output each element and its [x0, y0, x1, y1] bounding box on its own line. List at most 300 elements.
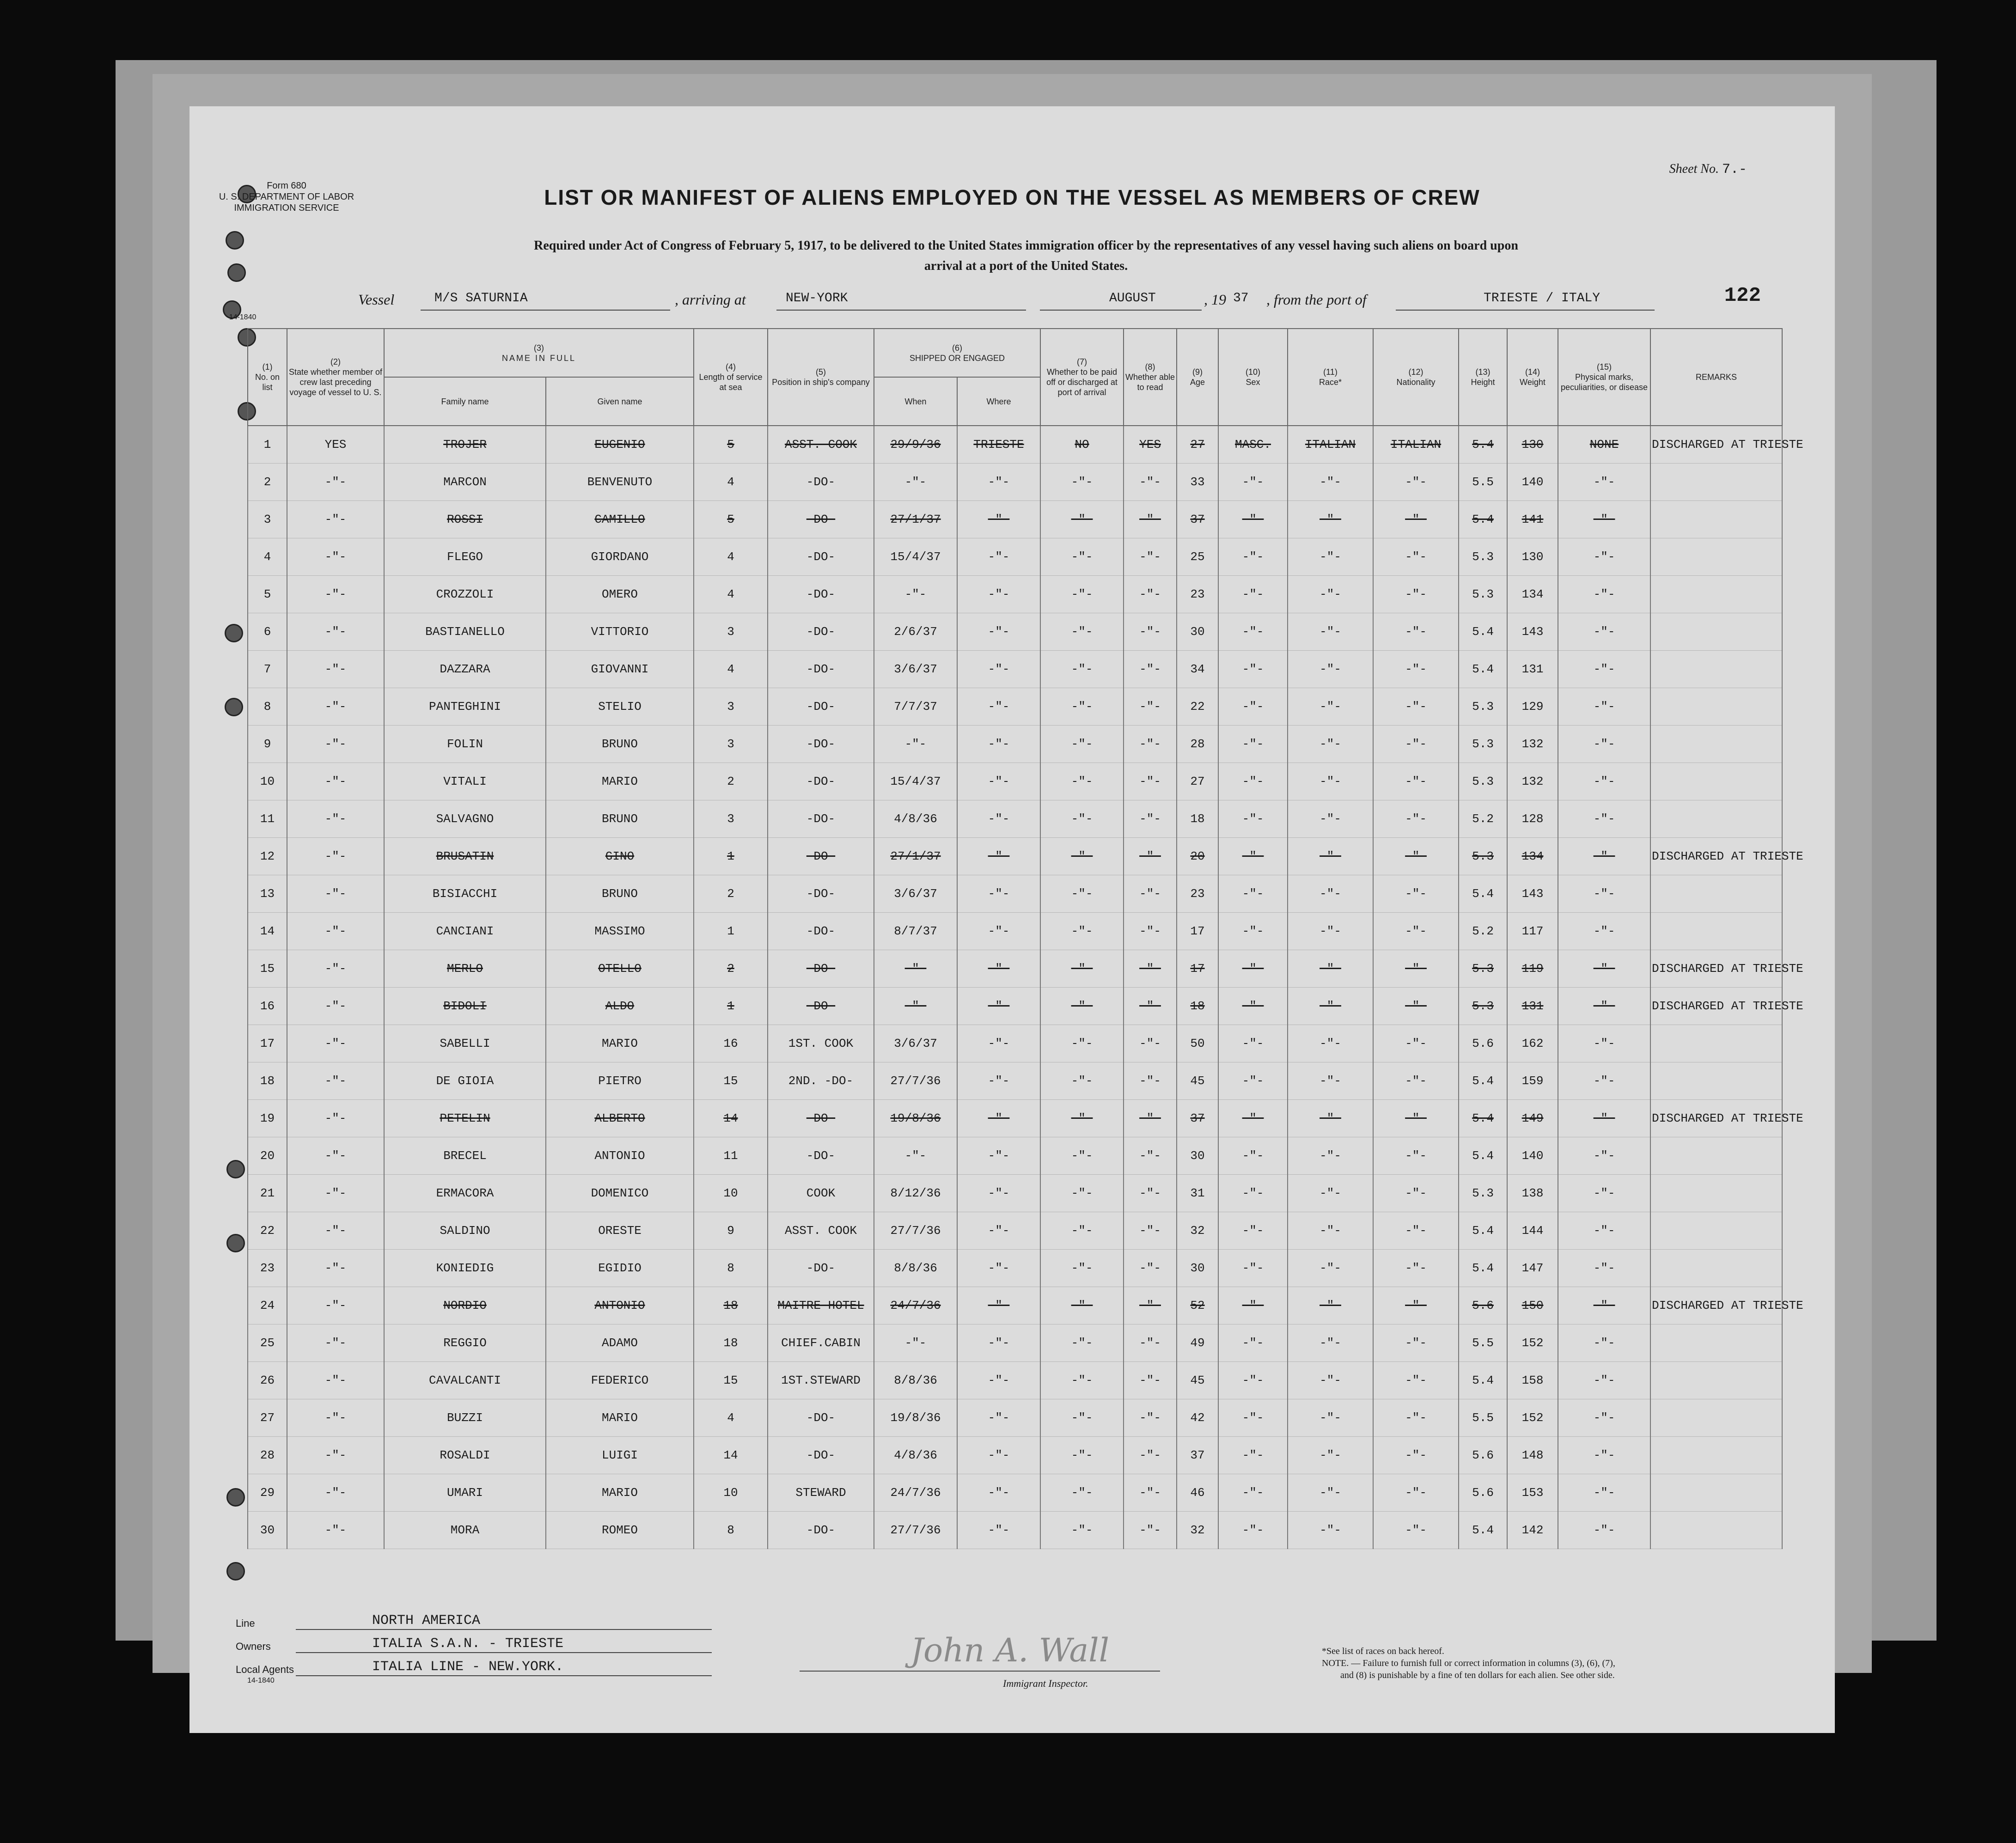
- able-to-read-cell: -"-: [1124, 1399, 1177, 1437]
- position-cell: -DO-: [768, 1399, 874, 1437]
- age-cell: 23: [1177, 576, 1218, 613]
- weight-cell: 128: [1507, 800, 1558, 838]
- race-cell: -"-: [1288, 800, 1373, 838]
- able-to-read-cell: -"-: [1124, 1250, 1177, 1287]
- table-row: [248, 1512, 1782, 1549]
- height-cell: 5.3: [1459, 538, 1507, 576]
- physical-marks-cell: -"-: [1558, 1062, 1650, 1100]
- weight-cell: 130: [1507, 538, 1558, 576]
- previous-voyage-cell: -"-: [287, 1250, 384, 1287]
- family-name-cell: SABELLI: [384, 1025, 546, 1062]
- given-name-cell: BENVENUTO: [546, 464, 694, 501]
- height-cell: 5.6: [1459, 1437, 1507, 1474]
- table-row: [248, 651, 1782, 688]
- departure-port: TRIESTE / ITALY: [1484, 291, 1601, 305]
- race-cell: -"-: [1288, 1287, 1373, 1324]
- row-number-cell: 3: [248, 501, 287, 538]
- nationality-cell: -"-: [1373, 1137, 1459, 1175]
- weight-cell: 140: [1507, 464, 1558, 501]
- able-to-read-cell: -"-: [1124, 1362, 1177, 1399]
- service-length-cell: 3: [694, 613, 768, 651]
- col-header-read: (8) Whether able to read: [1124, 329, 1177, 426]
- given-name-cell: ANTONIO: [546, 1287, 694, 1324]
- shipped-when-cell: 27/7/36: [874, 1062, 957, 1100]
- position-cell: -DO-: [768, 688, 874, 726]
- physical-marks-cell: -"-: [1558, 464, 1650, 501]
- table-row: [248, 1100, 1782, 1137]
- paid-off-cell: -"-: [1040, 1399, 1124, 1437]
- position-cell: -DO-: [768, 1512, 874, 1549]
- remarks-cell: DISCHARGED AT TRIESTE: [1650, 1100, 1782, 1137]
- family-name-cell: UMARI: [384, 1474, 546, 1512]
- physical-marks-cell: -"-: [1558, 950, 1650, 988]
- family-name-cell: BUZZI: [384, 1399, 546, 1437]
- vessel-name: M/S SATURNIA: [434, 291, 528, 305]
- physical-marks-cell: -"-: [1558, 1025, 1650, 1062]
- able-to-read-cell: -"-: [1124, 988, 1177, 1025]
- shipped-where-cell: -"-: [957, 1512, 1040, 1549]
- table-row: [248, 1212, 1782, 1250]
- able-to-read-cell: -"-: [1124, 1437, 1177, 1474]
- previous-voyage-cell: -"-: [287, 688, 384, 726]
- given-name-cell: ALDO: [546, 988, 694, 1025]
- row-number-cell: 26: [248, 1362, 287, 1399]
- race-cell: -"-: [1288, 875, 1373, 913]
- height-cell: 5.5: [1459, 1399, 1507, 1437]
- table-row: [248, 1399, 1782, 1437]
- previous-voyage-cell: -"-: [287, 576, 384, 613]
- able-to-read-cell: -"-: [1124, 464, 1177, 501]
- col-header-service-length: (4) Length of service at sea: [694, 329, 768, 426]
- paid-off-cell: -"-: [1040, 1287, 1124, 1324]
- table-row: [248, 1474, 1782, 1512]
- able-to-read-cell: -"-: [1124, 1137, 1177, 1175]
- weight-cell: 152: [1507, 1399, 1558, 1437]
- service-length-cell: 2: [694, 950, 768, 988]
- previous-voyage-cell: -"-: [287, 1287, 384, 1324]
- age-cell: 32: [1177, 1512, 1218, 1549]
- sex-cell: -"-: [1218, 464, 1288, 501]
- shipped-where-cell: -"-: [957, 1324, 1040, 1362]
- sex-cell: -"-: [1218, 1137, 1288, 1175]
- previous-voyage-cell: -"-: [287, 1474, 384, 1512]
- weight-cell: 147: [1507, 1250, 1558, 1287]
- sex-cell: -"-: [1218, 651, 1288, 688]
- previous-voyage-cell: -"-: [287, 613, 384, 651]
- paid-off-cell: -"-: [1040, 1175, 1124, 1212]
- shipped-where-cell: -"-: [957, 1025, 1040, 1062]
- able-to-read-cell: -"-: [1124, 838, 1177, 875]
- previous-voyage-cell: -"-: [287, 988, 384, 1025]
- service-length-cell: 8: [694, 1250, 768, 1287]
- col-header-position: (5) Position in ship's company: [768, 329, 874, 426]
- shipped-where-cell: -"-: [957, 1062, 1040, 1100]
- shipped-where-cell: -"-: [957, 913, 1040, 950]
- remarks-cell: [1650, 1250, 1782, 1287]
- age-cell: 50: [1177, 1025, 1218, 1062]
- table-row: [248, 763, 1782, 800]
- form-number: Form 680: [267, 181, 306, 191]
- shipped-when-cell: 19/8/36: [874, 1399, 957, 1437]
- previous-voyage-cell: -"-: [287, 1212, 384, 1250]
- able-to-read-cell: -"-: [1124, 538, 1177, 576]
- able-to-read-cell: YES: [1124, 426, 1177, 464]
- physical-marks-cell: -"-: [1558, 1437, 1650, 1474]
- shipped-where-cell: -"-: [957, 501, 1040, 538]
- previous-voyage-cell: -"-: [287, 1437, 384, 1474]
- physical-marks-cell: -"-: [1558, 988, 1650, 1025]
- family-name-cell: SALDINO: [384, 1212, 546, 1250]
- position-cell: -DO-: [768, 1250, 874, 1287]
- height-cell: 5.4: [1459, 613, 1507, 651]
- sex-cell: -"-: [1218, 875, 1288, 913]
- remarks-cell: DISCHARGED AT TRIESTE: [1650, 988, 1782, 1025]
- race-cell: -"-: [1288, 1362, 1373, 1399]
- sex-cell: -"-: [1218, 501, 1288, 538]
- height-cell: 5.3: [1459, 726, 1507, 763]
- remarks-cell: [1650, 800, 1782, 838]
- physical-marks-cell: -"-: [1558, 838, 1650, 875]
- shipped-when-cell: 4/8/36: [874, 800, 957, 838]
- family-name-cell: BRECEL: [384, 1137, 546, 1175]
- previous-voyage-cell: -"-: [287, 1062, 384, 1100]
- given-name-cell: MARIO: [546, 763, 694, 800]
- sex-cell: -"-: [1218, 538, 1288, 576]
- service-length-cell: 14: [694, 1437, 768, 1474]
- agents-value: ITALIA LINE - NEW.YORK.: [372, 1659, 564, 1675]
- physical-marks-cell: -"-: [1558, 576, 1650, 613]
- physical-marks-cell: -"-: [1558, 501, 1650, 538]
- paid-off-cell: -"-: [1040, 576, 1124, 613]
- race-cell: -"-: [1288, 1137, 1373, 1175]
- weight-cell: 159: [1507, 1062, 1558, 1100]
- remarks-cell: [1650, 726, 1782, 763]
- nationality-cell: -"-: [1373, 613, 1459, 651]
- shipped-when-cell: -"-: [874, 988, 957, 1025]
- row-number-cell: 16: [248, 988, 287, 1025]
- row-number-cell: 1: [248, 426, 287, 464]
- given-name-cell: ROMEO: [546, 1512, 694, 1549]
- race-cell: -"-: [1288, 576, 1373, 613]
- row-number-cell: 29: [248, 1474, 287, 1512]
- able-to-read-cell: -"-: [1124, 1287, 1177, 1324]
- department-name: U. S. DEPARTMENT OF LABOR: [219, 192, 354, 202]
- physical-marks-cell: -"-: [1558, 538, 1650, 576]
- race-cell: -"-: [1288, 913, 1373, 950]
- arriving-label: , arriving at: [675, 291, 746, 308]
- race-cell: -"-: [1288, 1250, 1373, 1287]
- weight-cell: 144: [1507, 1212, 1558, 1250]
- race-cell: -"-: [1288, 1399, 1373, 1437]
- family-name-cell: ROSSI: [384, 501, 546, 538]
- sex-cell: -"-: [1218, 763, 1288, 800]
- position-cell: -DO-: [768, 1100, 874, 1137]
- inspector-signature: John A. Wall: [910, 1631, 1110, 1669]
- shipped-where-cell: -"-: [957, 1175, 1040, 1212]
- age-cell: 33: [1177, 464, 1218, 501]
- service-length-cell: 4: [694, 651, 768, 688]
- position-cell: 2ND. -DO-: [768, 1062, 874, 1100]
- able-to-read-cell: -"-: [1124, 800, 1177, 838]
- sex-cell: -"-: [1218, 800, 1288, 838]
- shipped-where-cell: -"-: [957, 1250, 1040, 1287]
- paid-off-cell: -"-: [1040, 1100, 1124, 1137]
- height-cell: 5.6: [1459, 1025, 1507, 1062]
- vessel-line: [189, 291, 1835, 319]
- previous-voyage-cell: -"-: [287, 763, 384, 800]
- nationality-cell: -"-: [1373, 1100, 1459, 1137]
- height-cell: 5.4: [1459, 1062, 1507, 1100]
- service-length-cell: 5: [694, 501, 768, 538]
- physical-marks-cell: -"-: [1558, 1175, 1650, 1212]
- height-cell: 5.3: [1459, 688, 1507, 726]
- weight-cell: 141: [1507, 501, 1558, 538]
- family-name-cell: CAVALCANTI: [384, 1362, 546, 1399]
- given-name-cell: GINO: [546, 838, 694, 875]
- arriving-port: NEW-YORK: [786, 291, 848, 305]
- physical-marks-cell: -"-: [1558, 1362, 1650, 1399]
- age-cell: 27: [1177, 426, 1218, 464]
- nationality-cell: -"-: [1373, 1062, 1459, 1100]
- weight-cell: 143: [1507, 875, 1558, 913]
- col-header-where: Where: [957, 377, 1040, 426]
- paid-off-cell: -"-: [1040, 763, 1124, 800]
- fine-note-1: NOTE. — Failure to furnish full or correct information in columns (3), (6), (7),: [1322, 1658, 1615, 1668]
- race-cell: -"-: [1288, 1474, 1373, 1512]
- nationality-cell: -"-: [1373, 1025, 1459, 1062]
- month-underline: [1040, 310, 1202, 311]
- row-number-cell: 4: [248, 538, 287, 576]
- given-name-cell: ANTONIO: [546, 1137, 694, 1175]
- height-cell: 5.6: [1459, 1474, 1507, 1512]
- family-name-cell: PETELIN: [384, 1100, 546, 1137]
- given-name-cell: OTELLO: [546, 950, 694, 988]
- service-length-cell: 9: [694, 1212, 768, 1250]
- race-cell: ITALIAN: [1288, 426, 1373, 464]
- nationality-cell: -"-: [1373, 538, 1459, 576]
- paid-off-cell: -"-: [1040, 688, 1124, 726]
- age-cell: 37: [1177, 501, 1218, 538]
- row-number-cell: 22: [248, 1212, 287, 1250]
- crew-table: [247, 328, 1803, 1549]
- paid-off-cell: -"-: [1040, 1062, 1124, 1100]
- race-cell: -"-: [1288, 763, 1373, 800]
- sex-cell: -"-: [1218, 1512, 1288, 1549]
- service-length-cell: 15: [694, 1362, 768, 1399]
- given-name-cell: VITTORIO: [546, 613, 694, 651]
- position-cell: 1ST.STEWARD: [768, 1362, 874, 1399]
- shipped-when-cell: -"-: [874, 726, 957, 763]
- row-number-cell: 27: [248, 1399, 287, 1437]
- age-cell: 30: [1177, 1137, 1218, 1175]
- row-number-cell: 14: [248, 913, 287, 950]
- shipped-where-cell: -"-: [957, 1362, 1040, 1399]
- row-number-cell: 23: [248, 1250, 287, 1287]
- physical-marks-cell: -"-: [1558, 800, 1650, 838]
- able-to-read-cell: -"-: [1124, 1062, 1177, 1100]
- service-length-cell: 18: [694, 1324, 768, 1362]
- race-cell: -"-: [1288, 838, 1373, 875]
- family-name-cell: MERLO: [384, 950, 546, 988]
- table-row: [248, 1437, 1782, 1474]
- physical-marks-cell: -"-: [1558, 1324, 1650, 1362]
- able-to-read-cell: -"-: [1124, 726, 1177, 763]
- service-length-cell: 4: [694, 1399, 768, 1437]
- family-name-cell: DE GIOIA: [384, 1062, 546, 1100]
- table-row: [248, 501, 1782, 538]
- shipped-when-cell: 24/7/36: [874, 1287, 957, 1324]
- row-number-cell: 28: [248, 1437, 287, 1474]
- shipped-when-cell: -"-: [874, 576, 957, 613]
- paid-off-cell: -"-: [1040, 913, 1124, 950]
- sex-cell: -"-: [1218, 1212, 1288, 1250]
- able-to-read-cell: -"-: [1124, 613, 1177, 651]
- previous-voyage-cell: -"-: [287, 1399, 384, 1437]
- service-length-cell: 18: [694, 1287, 768, 1324]
- table-row: [248, 1287, 1782, 1324]
- shipped-when-cell: 3/6/37: [874, 875, 957, 913]
- shipped-where-cell: -"-: [957, 576, 1040, 613]
- previous-voyage-cell: -"-: [287, 1025, 384, 1062]
- remarks-cell: [1650, 464, 1782, 501]
- sex-cell: -"-: [1218, 950, 1288, 988]
- table-row: [248, 1137, 1782, 1175]
- remarks-cell: DISCHARGED AT TRIESTE: [1650, 838, 1782, 875]
- table-row: [248, 1250, 1782, 1287]
- family-name-cell: BRUSATIN: [384, 838, 546, 875]
- able-to-read-cell: -"-: [1124, 763, 1177, 800]
- given-name-cell: GIORDANO: [546, 538, 694, 576]
- remarks-cell: [1650, 1437, 1782, 1474]
- previous-voyage-cell: -"-: [287, 838, 384, 875]
- service-length-cell: 1: [694, 988, 768, 1025]
- row-number-cell: 20: [248, 1137, 287, 1175]
- nationality-cell: -"-: [1373, 501, 1459, 538]
- weight-cell: 153: [1507, 1474, 1558, 1512]
- line-underline: [296, 1629, 712, 1630]
- height-cell: 5.3: [1459, 763, 1507, 800]
- age-cell: 30: [1177, 1250, 1218, 1287]
- table-row: [248, 1025, 1782, 1062]
- position-cell: ASST. COOK: [768, 1212, 874, 1250]
- row-number-cell: 15: [248, 950, 287, 988]
- service-length-cell: 3: [694, 688, 768, 726]
- owners-underline: [296, 1652, 712, 1653]
- vessel-label: Vessel: [358, 291, 395, 308]
- row-number-cell: 5: [248, 576, 287, 613]
- manifest-sheet: [189, 106, 1835, 1733]
- row-number-cell: 17: [248, 1025, 287, 1062]
- previous-voyage-cell: -"-: [287, 726, 384, 763]
- weight-cell: 119: [1507, 950, 1558, 988]
- vessel-underline: [421, 310, 670, 311]
- given-name-cell: MARIO: [546, 1399, 694, 1437]
- able-to-read-cell: -"-: [1124, 501, 1177, 538]
- position-cell: COOK: [768, 1175, 874, 1212]
- col-header-nationality: (12) Nationality: [1373, 329, 1459, 426]
- previous-voyage-cell: -"-: [287, 1362, 384, 1399]
- service-length-cell: 10: [694, 1474, 768, 1512]
- race-cell: -"-: [1288, 613, 1373, 651]
- shipped-where-cell: -"-: [957, 950, 1040, 988]
- table-row: [248, 950, 1782, 988]
- position-cell: ASST. COOK: [768, 426, 874, 464]
- race-cell: -"-: [1288, 988, 1373, 1025]
- paid-off-cell: -"-: [1040, 1437, 1124, 1474]
- binder-hole: [227, 263, 246, 282]
- previous-voyage-cell: -"-: [287, 1512, 384, 1549]
- family-name-cell: ERMACORA: [384, 1175, 546, 1212]
- paid-off-cell: -"-: [1040, 1025, 1124, 1062]
- position-cell: -DO-: [768, 576, 874, 613]
- table-row: [248, 464, 1782, 501]
- table-row: [248, 838, 1782, 875]
- family-name-cell: DAZZARA: [384, 651, 546, 688]
- given-name-cell: CAMILLO: [546, 501, 694, 538]
- arrival-month: AUGUST: [1109, 291, 1156, 305]
- weight-cell: 148: [1507, 1437, 1558, 1474]
- service-length-cell: 5: [694, 426, 768, 464]
- service-length-cell: 3: [694, 800, 768, 838]
- position-cell: -DO-: [768, 913, 874, 950]
- position-cell: 1ST. COOK: [768, 1025, 874, 1062]
- given-name-cell: FEDERICO: [546, 1362, 694, 1399]
- shipped-where-cell: -"-: [957, 1474, 1040, 1512]
- sex-cell: -"-: [1218, 613, 1288, 651]
- row-number-cell: 10: [248, 763, 287, 800]
- physical-marks-cell: -"-: [1558, 651, 1650, 688]
- table-row: [248, 913, 1782, 950]
- paid-off-cell: -"-: [1040, 726, 1124, 763]
- sex-cell: -"-: [1218, 1287, 1288, 1324]
- side-code: 14-1840: [229, 313, 257, 321]
- service-name: IMMIGRATION SERVICE: [234, 203, 339, 213]
- shipped-where-cell: -"-: [957, 1137, 1040, 1175]
- remarks-cell: [1650, 501, 1782, 538]
- table-row: [248, 538, 1782, 576]
- given-name-cell: BRUNO: [546, 875, 694, 913]
- able-to-read-cell: -"-: [1124, 1100, 1177, 1137]
- paid-off-cell: -"-: [1040, 1474, 1124, 1512]
- sex-cell: -"-: [1218, 1399, 1288, 1437]
- table-row: [248, 1362, 1782, 1399]
- service-length-cell: 15: [694, 1062, 768, 1100]
- age-cell: 18: [1177, 988, 1218, 1025]
- service-length-cell: 11: [694, 1137, 768, 1175]
- service-length-cell: 3: [694, 726, 768, 763]
- height-cell: 5.5: [1459, 1324, 1507, 1362]
- shipped-when-cell: 27/1/37: [874, 501, 957, 538]
- agents-code: 14-1840: [247, 1677, 275, 1684]
- shipped-when-cell: 8/8/36: [874, 1250, 957, 1287]
- stamp-number: 122: [1724, 284, 1761, 307]
- weight-cell: 134: [1507, 838, 1558, 875]
- weight-cell: 132: [1507, 763, 1558, 800]
- paid-off-cell: -"-: [1040, 838, 1124, 875]
- col-header-marks: (15) Physical marks, peculiarities, or disease: [1558, 329, 1650, 426]
- shipped-when-cell: 2/6/37: [874, 613, 957, 651]
- table-row: [248, 800, 1782, 838]
- shipped-where-cell: -"-: [957, 1399, 1040, 1437]
- age-cell: 52: [1177, 1287, 1218, 1324]
- row-number-cell: 21: [248, 1175, 287, 1212]
- col-header-shipped: (6) SHIPPED OR ENGAGED: [874, 329, 1040, 377]
- race-cell: -"-: [1288, 1100, 1373, 1137]
- sex-cell: -"-: [1218, 838, 1288, 875]
- service-length-cell: 4: [694, 538, 768, 576]
- height-cell: 5.2: [1459, 800, 1507, 838]
- shipped-where-cell: -"-: [957, 688, 1040, 726]
